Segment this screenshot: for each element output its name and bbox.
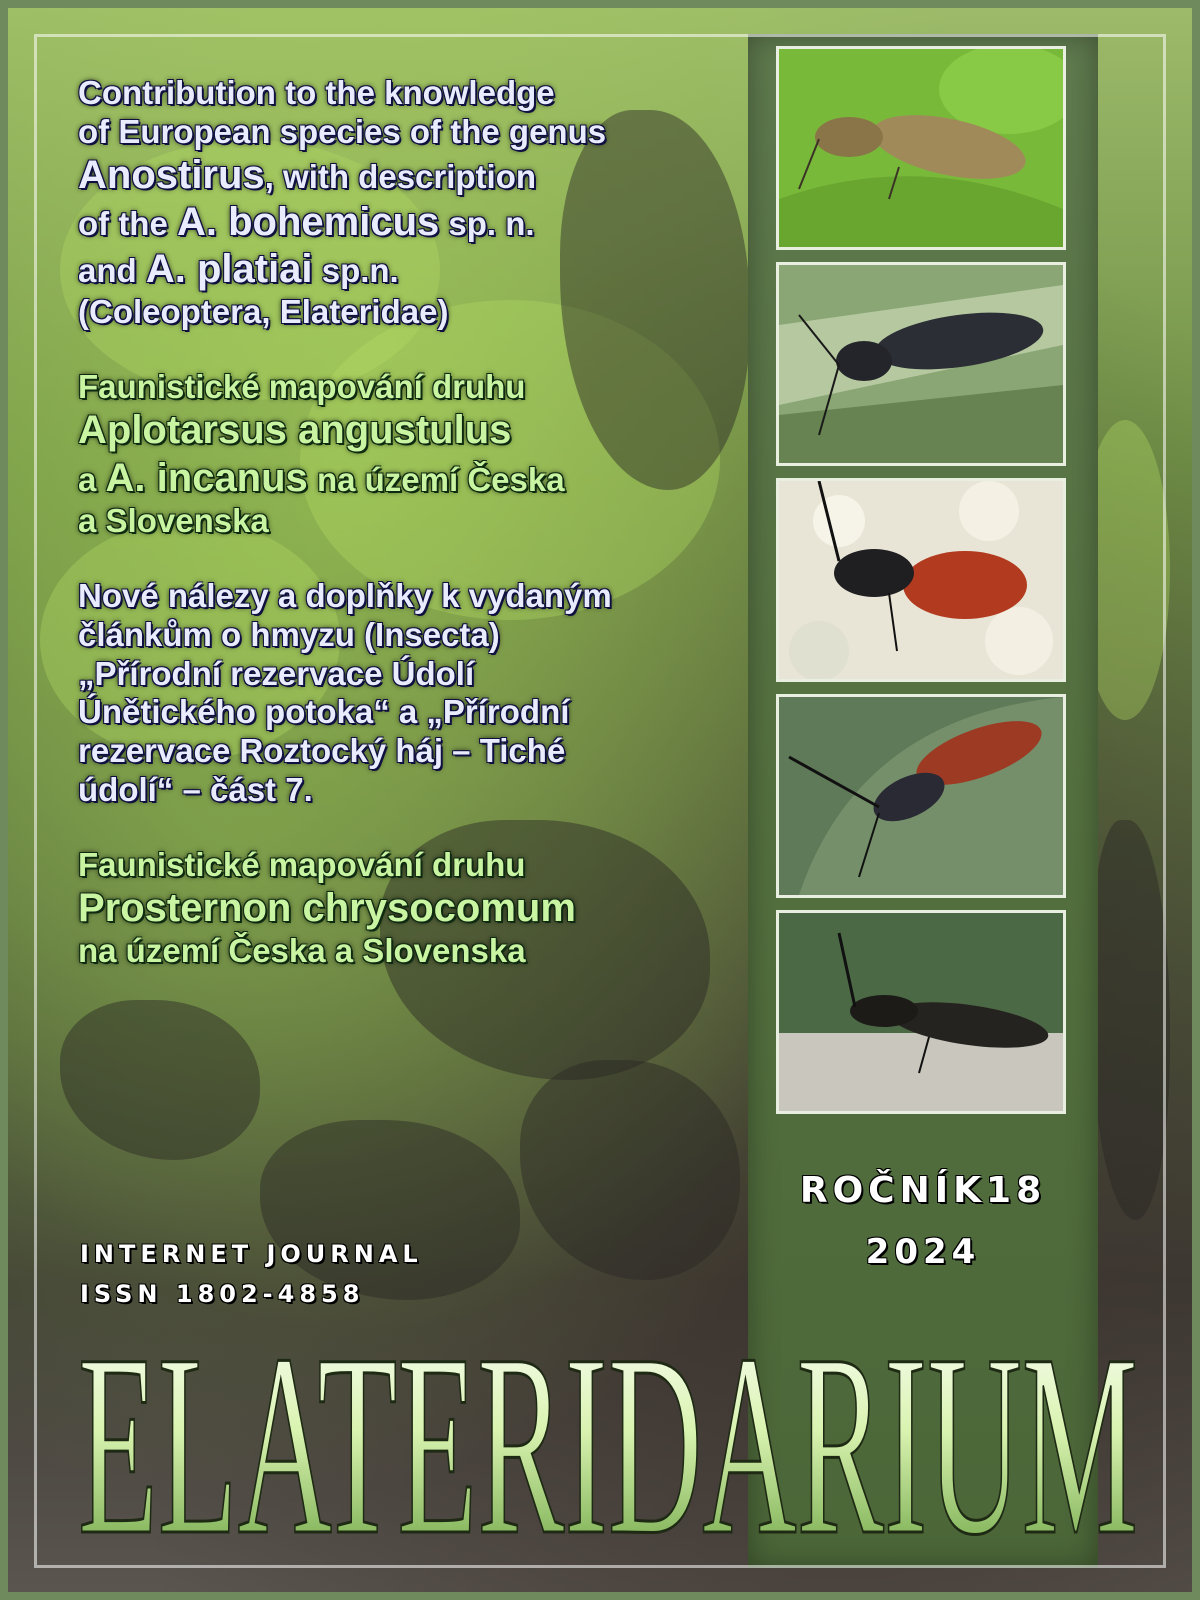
article-text: Faunistické mapování druhu (78, 846, 526, 884)
journal-issn: ISSN 1802-4858 (80, 1280, 365, 1308)
article-text: „Přírodní rezervace Údolí (78, 654, 475, 692)
article-text: of European species of the genus (78, 112, 607, 150)
article-text: , with description (264, 157, 537, 195)
article-text: a (78, 460, 106, 498)
article-text: a Slovenska (78, 501, 269, 539)
article-text: and (78, 252, 146, 290)
article-text: A. incanus (105, 455, 308, 500)
article-text: (Coleoptera, Elateridae) (78, 293, 449, 331)
article-text: Únětického potoka“ a „Přírodní (78, 693, 570, 731)
article-text: Prosternon chrysocomum (78, 886, 576, 931)
volume-label: ROČNÍK18 (799, 1170, 1047, 1211)
inner-frame (34, 34, 1166, 1568)
article-text: A. bohemicus (176, 200, 440, 245)
journal-type: INTERNET JOURNAL (80, 1240, 423, 1268)
article-text: Contribution to the knowledge (78, 74, 555, 111)
volume-year: 2024 (865, 1232, 981, 1272)
article-text: Faunistické mapování druhu (78, 368, 526, 406)
article-text: Anostirus (78, 152, 265, 197)
article-text: Aplotarsus angustulus (78, 408, 512, 453)
article-text: Nové nálezy a doplňky k vydaným (78, 576, 612, 614)
article-text: na území Česka a Slovenska (78, 932, 526, 970)
article-text: rezervace Roztocký háj – Tiché (78, 732, 566, 770)
article-text: sp.n. (312, 252, 399, 290)
article-text: sp. n. (439, 205, 535, 243)
article-text: na území Česka (307, 460, 565, 498)
article-text: A. platiai (145, 247, 313, 292)
article-text: of the (78, 205, 177, 243)
masthead-title: ELATERIDARIUM (78, 1301, 1138, 1540)
article-text: článkům o hmyzu (Insecta) (78, 615, 500, 653)
article-text: údolí“ – část 7. (78, 771, 313, 809)
